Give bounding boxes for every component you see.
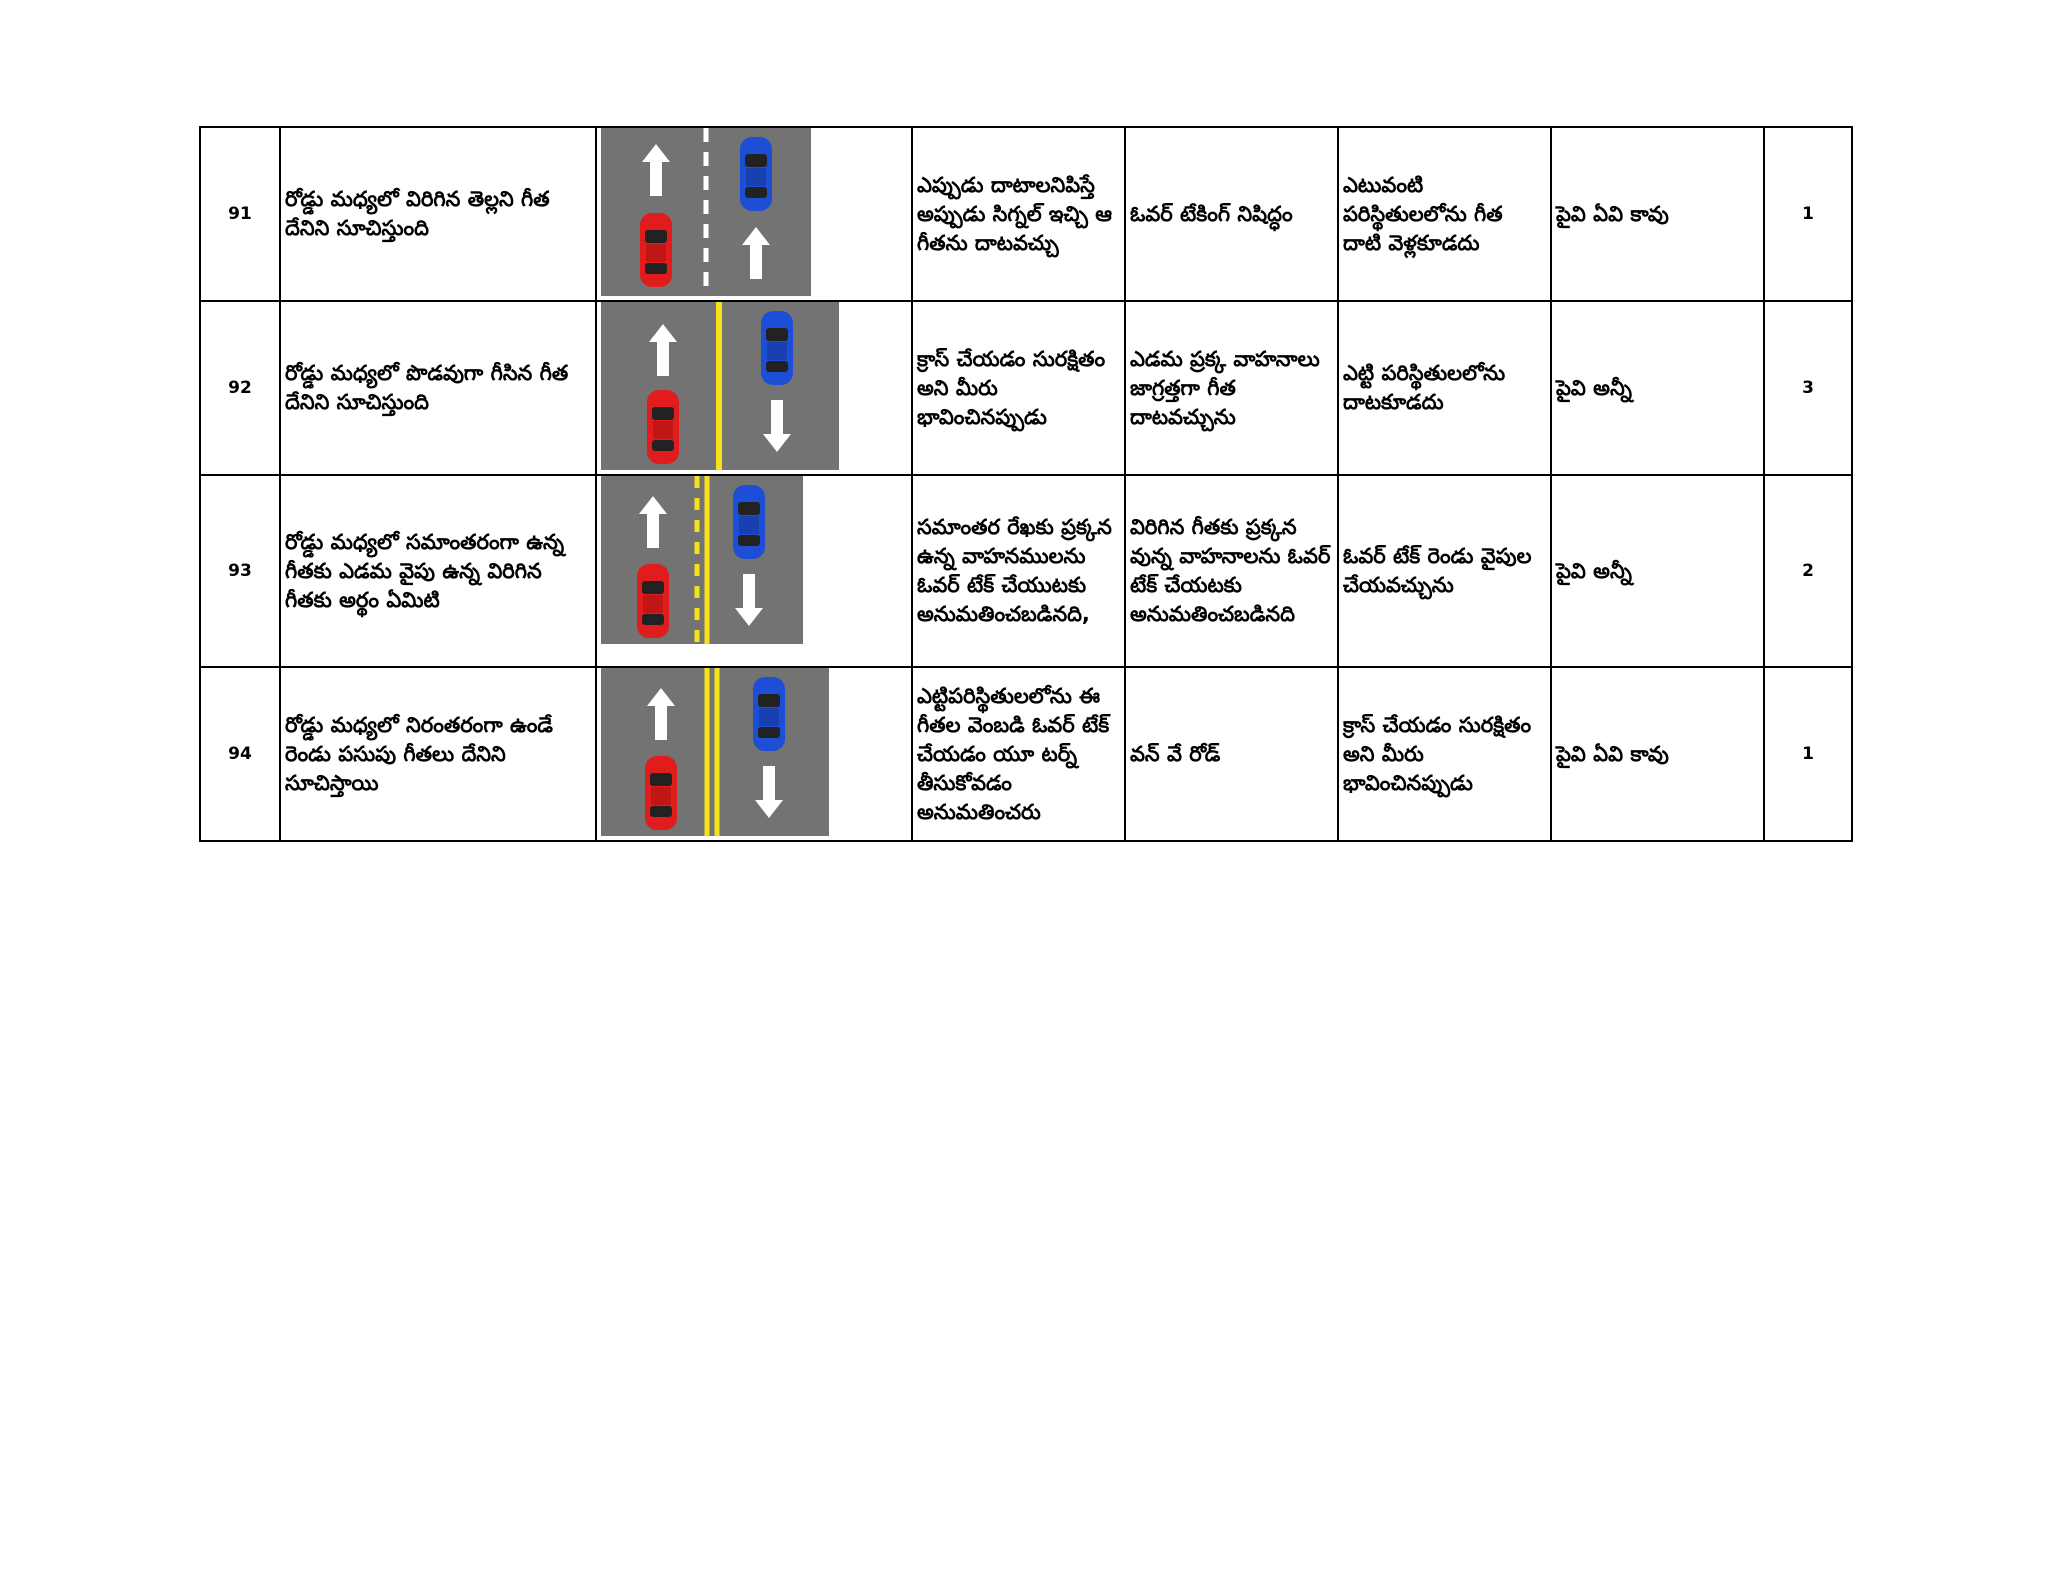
questions-table (199, 126, 1853, 842)
option-d: పైవి ఏవి కావు (1551, 667, 1764, 841)
option-b: ఎడమ ప్రక్క వాహనాలు జాగ్రత్తగా గీత దాటవచ్చును (1125, 301, 1338, 475)
road-broken-white-line-icon (601, 128, 811, 296)
option-d: పైవి ఏవి కావు (1551, 127, 1764, 301)
option-c: ఎట్టి పరిస్థితులలోను దాటకూడదు (1338, 301, 1551, 475)
answer: 3 (1764, 301, 1852, 475)
question-number: 91 (200, 127, 280, 301)
road-double-yellow-lines-icon (601, 668, 829, 836)
table-row (200, 667, 1852, 841)
answer: 1 (1764, 667, 1852, 841)
road-image (596, 127, 912, 301)
option-c: ఎటువంటి పరిస్థితులలోను గీత దాటి వెళ్లకూడదు (1338, 127, 1551, 301)
road-image (596, 475, 912, 667)
table-row (200, 301, 1852, 475)
question-number: 94 (200, 667, 280, 841)
road-broken-and-solid-yellow-lines-icon (601, 476, 803, 644)
option-d: పైవి అన్నీ (1551, 475, 1764, 667)
option-a: ఎట్టిపరిస్థితులలోను ఈ గీతల వెంబడి ఓవర్ టేక్ చేయడం యూ టర్న్ తీసుకోవడం అనుమతించరు (912, 667, 1125, 841)
table-row (200, 475, 1852, 667)
option-b: విరిగిన గీతకు ప్రక్కన వున్న వాహనాలను ఓవర్ టేక్ చేయటకు అనుమతించబడినది (1125, 475, 1338, 667)
question-number: 92 (200, 301, 280, 475)
option-b: వన్ వే రోడ్ (1125, 667, 1338, 841)
option-a: క్రాస్ చేయడం సురక్షితం అని మీరు భావించినప్పుడు (912, 301, 1125, 475)
option-c: ఓవర్ టేక్ రెండు వైపుల చేయవచ్చును (1338, 475, 1551, 667)
option-a: సమాంతర రేఖకు ప్రక్కన ఉన్న వాహనములను ఓవర్ టేక్ చేయుటకు అనుమతించబడినది, (912, 475, 1125, 667)
table-row (200, 127, 1852, 301)
road-solid-yellow-line-icon (601, 302, 839, 470)
option-c: క్రాస్ చేయడం సురక్షితం అని మీరు భావించినప్పుడు (1338, 667, 1551, 841)
question-number: 93 (200, 475, 280, 667)
road-image (596, 301, 912, 475)
question-text: రోడ్డు మధ్యలో విరిగిన తెల్లని గీత దేనిని సూచిస్తుంది (280, 127, 596, 301)
road-image (596, 667, 912, 841)
option-d: పైవి అన్నీ (1551, 301, 1764, 475)
option-b: ఓవర్ టేకింగ్ నిషిద్ధం (1125, 127, 1338, 301)
answer: 2 (1764, 475, 1852, 667)
question-text: రోడ్డు మధ్యలో నిరంతరంగా ఉండే రెండు పసుపు గీతలు దేనిని సూచిస్తాయి (280, 667, 596, 841)
option-a: ఎప్పుడు దాటాలనిపిస్తే అప్పుడు సిగ్నల్ ఇచ్చి ఆ గీతను దాటవచ్చు (912, 127, 1125, 301)
answer: 1 (1764, 127, 1852, 301)
question-text: రోడ్డు మధ్యలో సమాంతరంగా ఉన్న గీతకు ఎడమ వైపు ఉన్న విరిగిన గీతకు అర్థం ఏమిటి (280, 475, 596, 667)
question-text: రోడ్డు మధ్యలో పొడవుగా గీసిన గీత దేనిని సూచిస్తుంది (280, 301, 596, 475)
